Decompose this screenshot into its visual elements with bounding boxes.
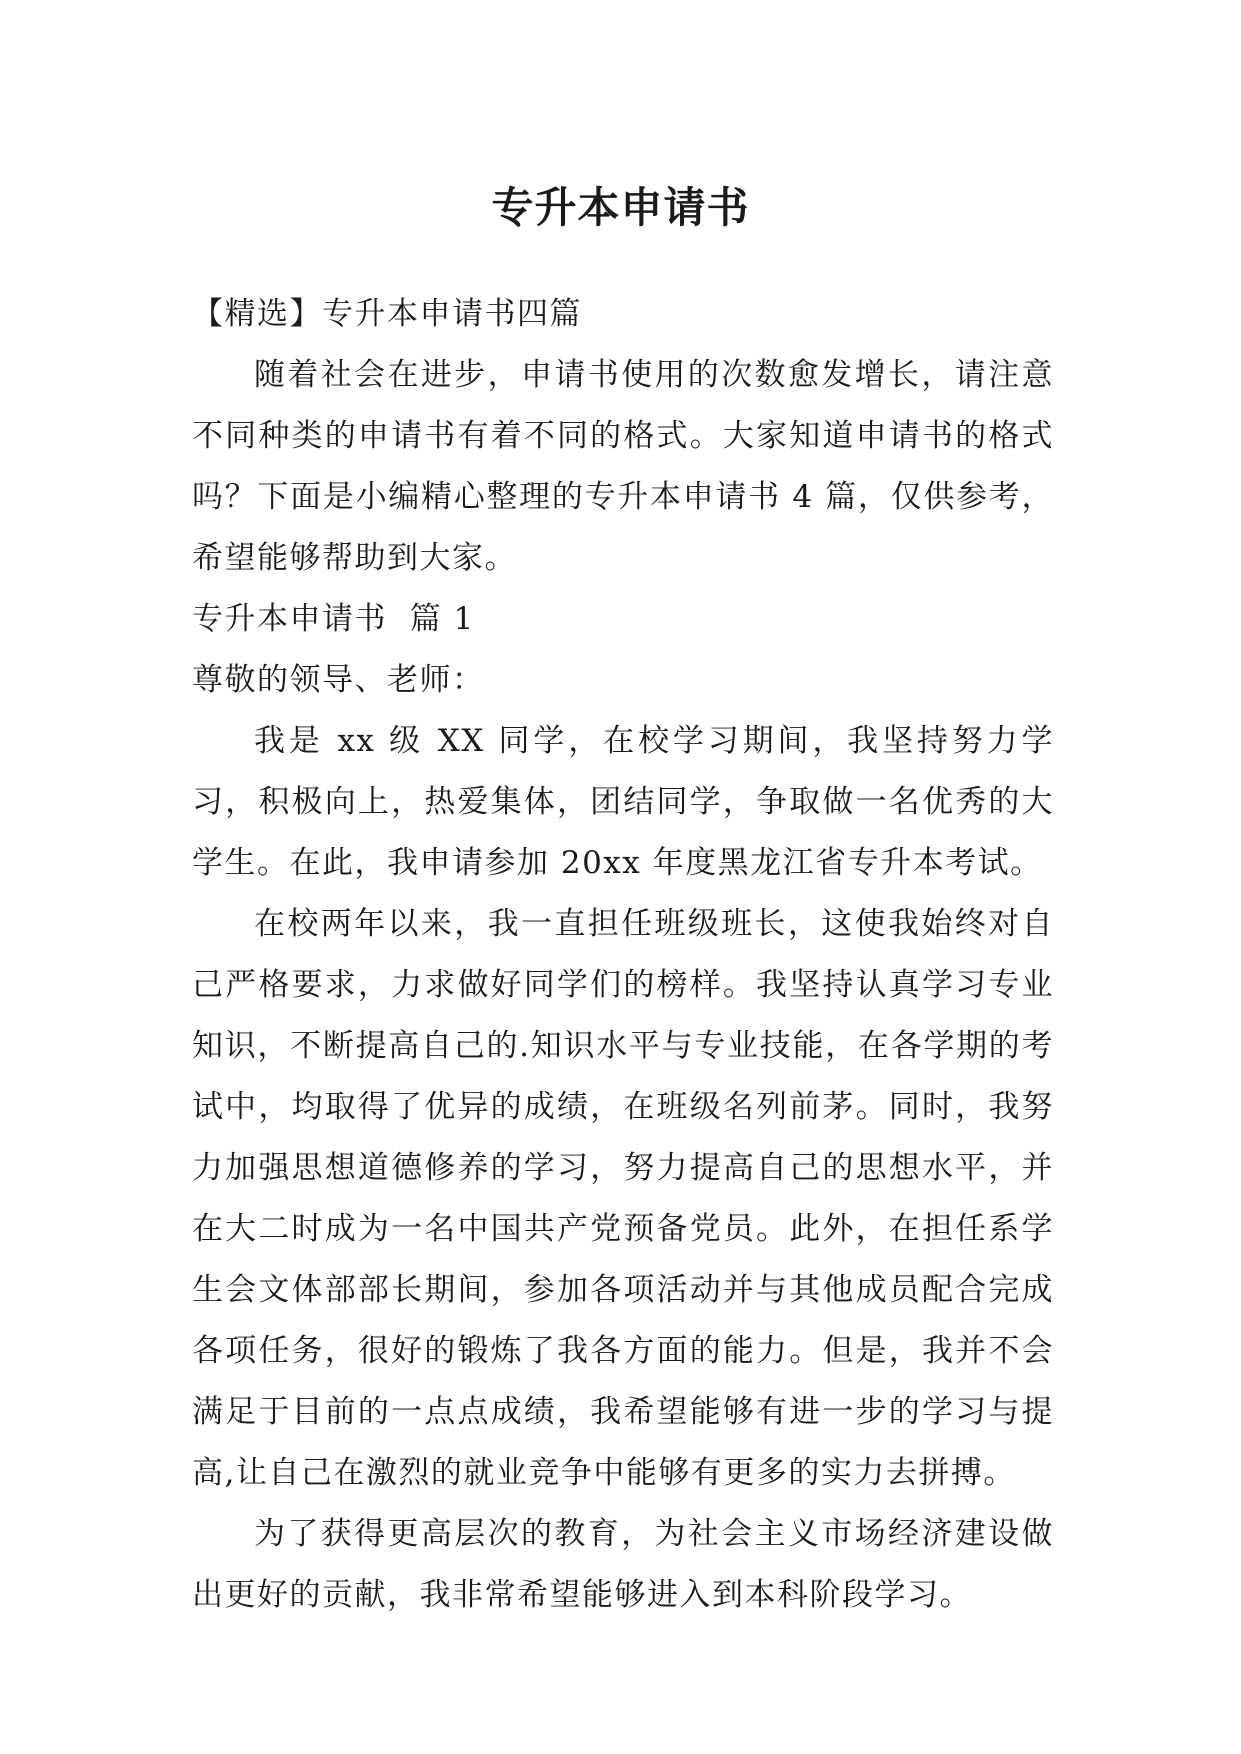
document-body [192, 284, 1054, 1626]
intro-paragraph: 随着社会在进步，申请书使用的次数愈发增长，请注意不同种类的申请书有着不同的格式。大家知道申请书的格式吗？下面是小编精心整理的专升本申请书 4 篇，仅供参考，希望能够帮助到大家。 [192, 357, 1054, 576]
document-subtitle: 【精选】专升本申请书四篇 [192, 296, 582, 332]
page-title: 专升本申请书 [491, 183, 750, 233]
salutation: 尊敬的领导、老师： [192, 662, 485, 698]
body-paragraph-2: 在校两年以来，我一直担任班级班长，这使我始终对自己严格要求，力求做好同学们的榜样。我坚持认真学习专业知识，不断提高自己的.知识水平与专业技能，在各学期的考试中，均取得了优异的成绩，在班级名列前茅。同时，我努力加强思想道德修养的学习，努力提高自己的思想水平，并在大二时成为一名中国共产党预备党员。此外，在担任系学生会文体部部长期间，参加各项活动并与其他成员配合完成各项任务，很好的锻炼了我各方面的能力。但是，我并不会满足于目前的一点点成绩，我希望能够有进一步的学习与提高,让自己在激烈的就业竞争中能够有更多的实力去拼搏。 [192, 906, 1054, 1491]
body-paragraph-3: 为了获得更高层次的教育，为社会主义市场经济建设做出更好的贡献，我非常希望能够进入到本科阶段学习。 [192, 1516, 1054, 1613]
body-paragraph-1: 我是 xx 级 XX 同学，在校学习期间，我坚持努力学习，积极向上，热爱集体，团结同学，争取做一名优秀的大学生。在此，我申请参加 20xx 年度黑龙江省专升本考试。 [192, 723, 1054, 881]
section-heading: 专升本申请书 篇 1 [192, 601, 475, 637]
